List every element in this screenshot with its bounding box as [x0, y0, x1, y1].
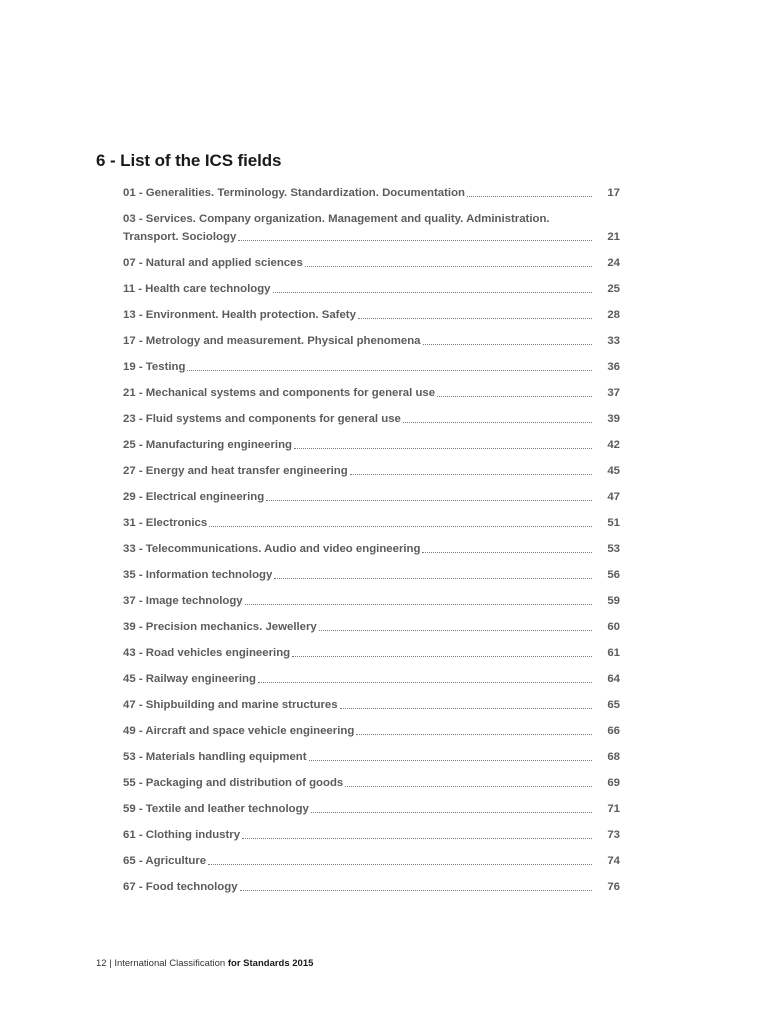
toc-entry-title: 07 - Natural and applied sciences [123, 257, 303, 269]
toc-entry-title-wrap [123, 334, 594, 348]
toc-entry-title-wrap [123, 464, 594, 478]
toc-entry-page-number: 28 [607, 309, 620, 321]
toc-entry-page-number: 24 [607, 257, 620, 269]
dot-leader [294, 447, 592, 449]
toc-entry-title-wrap [123, 516, 594, 530]
toc-entry [123, 464, 620, 478]
toc-entry-title-wrap [123, 750, 594, 764]
page-title: 6 - List of the ICS fields [96, 151, 282, 170]
toc-entry [123, 282, 620, 296]
toc-entry-page-number: 53 [607, 543, 620, 555]
toc-entry-page-number: 17 [607, 187, 620, 199]
toc-entry-title: 67 - Food technology [123, 881, 238, 893]
toc-entry [123, 212, 620, 244]
toc-entry-title-wrap [123, 880, 594, 894]
toc-entry-title-wrap [123, 828, 594, 842]
toc-entry-title: 13 - Environment. Health protection. Safety [123, 309, 356, 321]
dot-leader [345, 785, 592, 787]
toc-entry-title: 31 - Electronics [123, 517, 208, 529]
toc-entry [123, 750, 620, 764]
page-number: 12 [96, 958, 107, 969]
toc-entry-title-wrap [123, 186, 594, 200]
toc-entry [123, 186, 620, 200]
toc-entry-page-number: 36 [607, 361, 620, 373]
toc-entry [123, 542, 620, 556]
toc-entry-title: 59 - Textile and leather technology [123, 803, 309, 815]
toc-entry-title: 37 - Image technology [123, 595, 243, 607]
toc-entry-title-wrap [123, 646, 594, 660]
publication-title: International Classification [114, 958, 226, 969]
toc-entry-title-line2 [123, 230, 594, 244]
toc-entry-page-number: 73 [607, 829, 620, 841]
toc-entry-title: 49 - Aircraft and space vehicle engineering [123, 725, 355, 737]
dot-leader [311, 811, 592, 813]
toc-entry-title-wrap [123, 698, 594, 712]
toc-entry [123, 256, 620, 270]
toc-entry-title: 21 - Mechanical systems and components for general use [123, 387, 436, 399]
dot-leader [273, 291, 593, 293]
toc-entry [123, 568, 620, 582]
dot-leader [238, 239, 592, 241]
dot-leader [319, 629, 592, 631]
toc-entry [123, 490, 620, 504]
toc-entry [123, 412, 620, 426]
toc-entry-title: 55 - Packaging and distribution of goods [123, 777, 344, 789]
dot-leader [274, 577, 592, 579]
toc-entry-page-number: 61 [607, 647, 620, 659]
toc-entry-title: 43 - Road vehicles engineering [123, 647, 291, 659]
toc-entry-page-number: 37 [607, 387, 620, 399]
publication-title-bold: for Standards 2015 [227, 958, 314, 969]
toc-entry-title-line1: 03 - Services. Company organization. Management and quality. Administration. [123, 213, 550, 225]
toc-entry-page-number: 69 [607, 777, 620, 789]
toc-entry-title: 53 - Materials handling equipment [123, 751, 307, 763]
toc-entry [123, 672, 620, 686]
toc-entry-title-wrap [123, 212, 594, 244]
toc-entry-title-wrap [123, 854, 594, 868]
toc-entry [123, 386, 620, 400]
toc-entry [123, 620, 620, 634]
toc-entry-title-wrap [123, 412, 594, 426]
toc-entry-page-number: 56 [607, 569, 620, 581]
toc-entry-page-number: 39 [607, 413, 620, 425]
toc-entry-page-number: 74 [607, 855, 620, 867]
toc-entry-page-number: 71 [607, 803, 620, 815]
toc-entry-title-wrap [123, 308, 594, 322]
toc-entry-title: 19 - Testing [123, 361, 186, 373]
dot-leader [305, 265, 592, 267]
toc-entry [123, 698, 620, 712]
dot-leader [258, 681, 592, 683]
dot-leader [292, 655, 592, 657]
toc-entry-title: 17 - Metrology and measurement. Physical phenomena [123, 335, 421, 347]
toc-entry [123, 828, 620, 842]
toc-entry-title-wrap [123, 724, 594, 738]
toc-entry-title-wrap [123, 360, 594, 374]
toc-entry-title-wrap [123, 256, 594, 270]
table-of-contents [123, 186, 620, 906]
toc-entry-page-number: 25 [607, 283, 620, 295]
page-footer [96, 958, 313, 969]
toc-entry [123, 516, 620, 530]
toc-entry [123, 776, 620, 790]
toc-entry [123, 594, 620, 608]
dot-leader [187, 369, 592, 371]
toc-entry-title-wrap [123, 282, 594, 296]
toc-entry-title: Transport. Sociology [123, 231, 237, 243]
toc-entry-title: 33 - Telecommunications. Audio and video engineering [123, 543, 421, 555]
toc-entry [123, 334, 620, 348]
dot-leader [437, 395, 592, 397]
toc-entry [123, 724, 620, 738]
toc-entry-title: 01 - Generalities. Terminology. Standardization. Documentation [123, 187, 465, 199]
toc-entry [123, 880, 620, 894]
toc-entry-title: 61 - Clothing industry [123, 829, 241, 841]
toc-entry-page-number: 65 [607, 699, 620, 711]
toc-entry-page-number: 60 [607, 621, 620, 633]
toc-entry-page-number: 21 [607, 231, 620, 243]
toc-entry-page-number: 68 [607, 751, 620, 763]
toc-entry-title-wrap [123, 542, 594, 556]
toc-entry-title: 11 - Health care technology [123, 283, 271, 295]
toc-entry-title: 39 - Precision mechanics. Jewellery [123, 621, 317, 633]
toc-entry [123, 802, 620, 816]
dot-leader [350, 473, 592, 475]
toc-entry-page-number: 33 [607, 335, 620, 347]
dot-leader [467, 195, 592, 197]
footer-separator: | [109, 958, 112, 969]
dot-leader [266, 499, 592, 501]
dot-leader [423, 343, 592, 345]
toc-entry-title-wrap [123, 386, 594, 400]
dot-leader [422, 551, 592, 553]
toc-entry [123, 646, 620, 660]
toc-entry-title-wrap [123, 490, 594, 504]
dot-leader [356, 733, 592, 735]
toc-entry-title-wrap [123, 776, 594, 790]
toc-entry-title: 65 - Agriculture [123, 855, 207, 867]
toc-entry-page-number: 47 [607, 491, 620, 503]
toc-entry [123, 308, 620, 322]
dot-leader [340, 707, 592, 709]
toc-entry-page-number: 64 [607, 673, 620, 685]
toc-entry-page-number: 59 [607, 595, 620, 607]
toc-entry [123, 438, 620, 452]
dot-leader [245, 603, 592, 605]
toc-entry-page-number: 45 [607, 465, 620, 477]
toc-entry-page-number: 51 [607, 517, 620, 529]
toc-entry [123, 854, 620, 868]
toc-entry-title: 35 - Information technology [123, 569, 273, 581]
dot-leader [209, 525, 592, 527]
dot-leader [403, 421, 592, 423]
toc-entry-title: 45 - Railway engineering [123, 673, 256, 685]
dot-leader [309, 759, 592, 761]
toc-entry-title-wrap [123, 802, 594, 816]
toc-entry-title: 47 - Shipbuilding and marine structures [123, 699, 338, 711]
toc-entry-title: 25 - Manufacturing engineering [123, 439, 292, 451]
toc-entry-page-number: 66 [607, 725, 620, 737]
toc-entry-title: 29 - Electrical engineering [123, 491, 265, 503]
toc-entry-title-wrap [123, 672, 594, 686]
dot-leader [240, 889, 592, 891]
toc-entry-title-wrap [123, 438, 594, 452]
toc-entry-page-number: 76 [607, 881, 620, 893]
dot-leader [242, 837, 592, 839]
dot-leader [208, 863, 592, 865]
toc-entry-title-wrap [123, 594, 594, 608]
dot-leader [358, 317, 592, 319]
toc-entry-title-wrap [123, 620, 594, 634]
toc-entry-title: 27 - Energy and heat transfer engineering [123, 465, 348, 477]
toc-entry-title: 23 - Fluid systems and components for general use [123, 413, 401, 425]
toc-entry-title-wrap [123, 568, 594, 582]
toc-entry-page-number: 42 [607, 439, 620, 451]
toc-entry [123, 360, 620, 374]
